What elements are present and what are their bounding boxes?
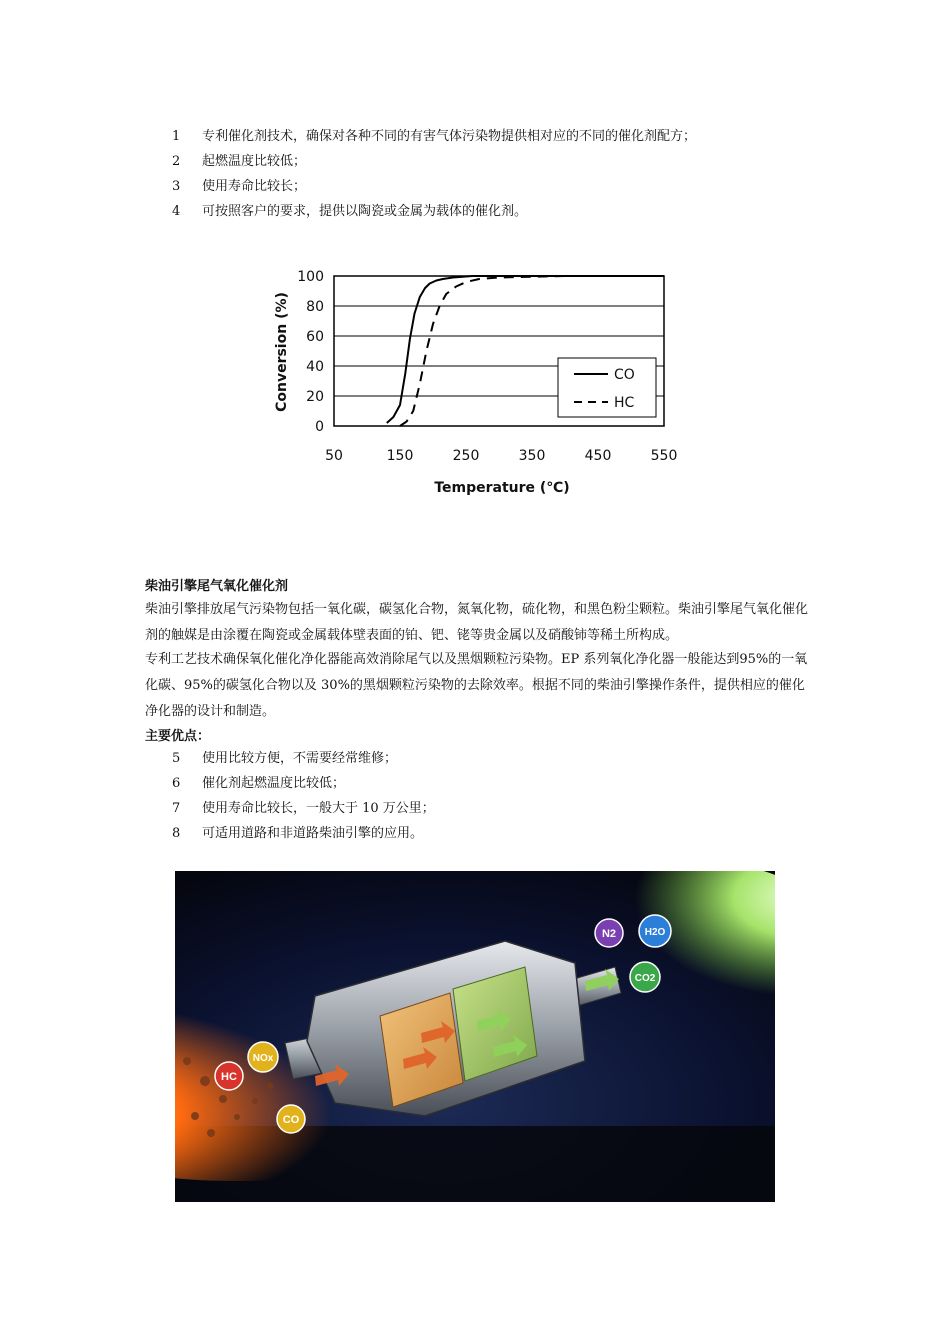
x-tick-label: 550: [650, 448, 678, 464]
list-text: 专利催化剂技术，确保对各种不同的有害气体污染物提供相对应的不同的催化剂配方；: [202, 129, 697, 144]
molecule-co: [277, 1105, 305, 1133]
molecule-n2: [595, 919, 623, 947]
advantages-title: 主要优点：: [145, 729, 211, 744]
chart-legend: [558, 358, 656, 417]
molecule-nox: [248, 1042, 278, 1072]
section-title: 柴油引擎尾气氧化催化剂: [145, 579, 289, 594]
molecule-label: NOx: [252, 1053, 274, 1064]
x-tick-labels: [325, 448, 677, 464]
conversion-chart: [262, 262, 692, 507]
molecule-label: N2: [601, 928, 617, 940]
legend-box: [558, 358, 656, 417]
y-tick-label: 80: [306, 299, 324, 315]
list-number: 8: [172, 826, 181, 841]
list-number: 2: [172, 154, 181, 169]
y-axis-label: Conversion (%): [274, 292, 290, 412]
y-tick-label: 0: [315, 419, 324, 435]
paragraph: 柴油引擎排放尾气污染物包括一氧化碳，碳氢化合物，氮氧化物，硫化物，和黑色粉尘颗粒。柴油引擎尾气氧化催化剂的触媒是由涂覆在陶瓷或金属载体壁表面的铂、钯、铑等贵金属以及硝酸铈等稀土所构成。: [145, 602, 809, 643]
y-tick-label: 20: [306, 389, 324, 405]
molecule-co2: [630, 962, 660, 992]
x-tick-label: 350: [518, 448, 546, 464]
catalytic-converter-illustration: [175, 871, 775, 1202]
list-text: 可适用道路和非道路柴油引擎的应用。: [202, 826, 424, 841]
y-tick-label: 100: [297, 269, 324, 285]
legend-label-hc: HC: [614, 395, 635, 411]
paragraph: 专利工艺技术确保氧化催化净化器能高效消除尾气以及黑烟颗粒污染物。EP 系列氧化净化器一般能达到95%的一氧化碳、95%的碳氢化合物以及 30%的黑烟颗粒污染物的去除效率。根据不同的柴油引擎操作条件，提供相应的催化净化器的设计和制造。: [145, 652, 808, 719]
x-tick-label: 450: [584, 448, 612, 464]
list-number: 7: [172, 801, 181, 816]
list-number: 4: [172, 204, 181, 219]
molecule-label: H2O: [644, 927, 666, 938]
molecule-hc: [215, 1062, 243, 1090]
x-axis-label: Temperature (℃): [434, 480, 570, 496]
list-text: 使用比较方便，不需要经常维修；: [202, 751, 398, 766]
x-tick-label: 250: [452, 448, 480, 464]
list-text: 使用寿命比较长；: [202, 179, 307, 194]
x-tick-label: 150: [386, 448, 414, 464]
legend-label-co: CO: [614, 367, 635, 383]
list-text: 使用寿命比较长，一般大于 10 万公里；: [202, 801, 435, 816]
list-text: 起燃温度比较低；: [202, 154, 307, 169]
molecule-h2o: [639, 915, 671, 947]
y-tick-label: 60: [306, 329, 324, 345]
y-tick-label: 40: [306, 359, 324, 375]
list-number: 5: [172, 751, 181, 766]
list-number: 3: [172, 179, 181, 194]
y-tick-labels: [297, 269, 324, 435]
x-tick-label: 50: [325, 448, 343, 464]
list-number: 6: [172, 776, 181, 791]
molecule-label: CO2: [634, 973, 656, 984]
molecule-label: CO: [282, 1114, 300, 1126]
list-text: 可按照客户的要求，提供以陶瓷或金属为载体的催化剂。: [202, 204, 528, 219]
list-text: 催化剂起燃温度比较低；: [202, 776, 346, 791]
molecule-label: HC: [221, 1071, 237, 1083]
list-number: 1: [172, 129, 181, 144]
